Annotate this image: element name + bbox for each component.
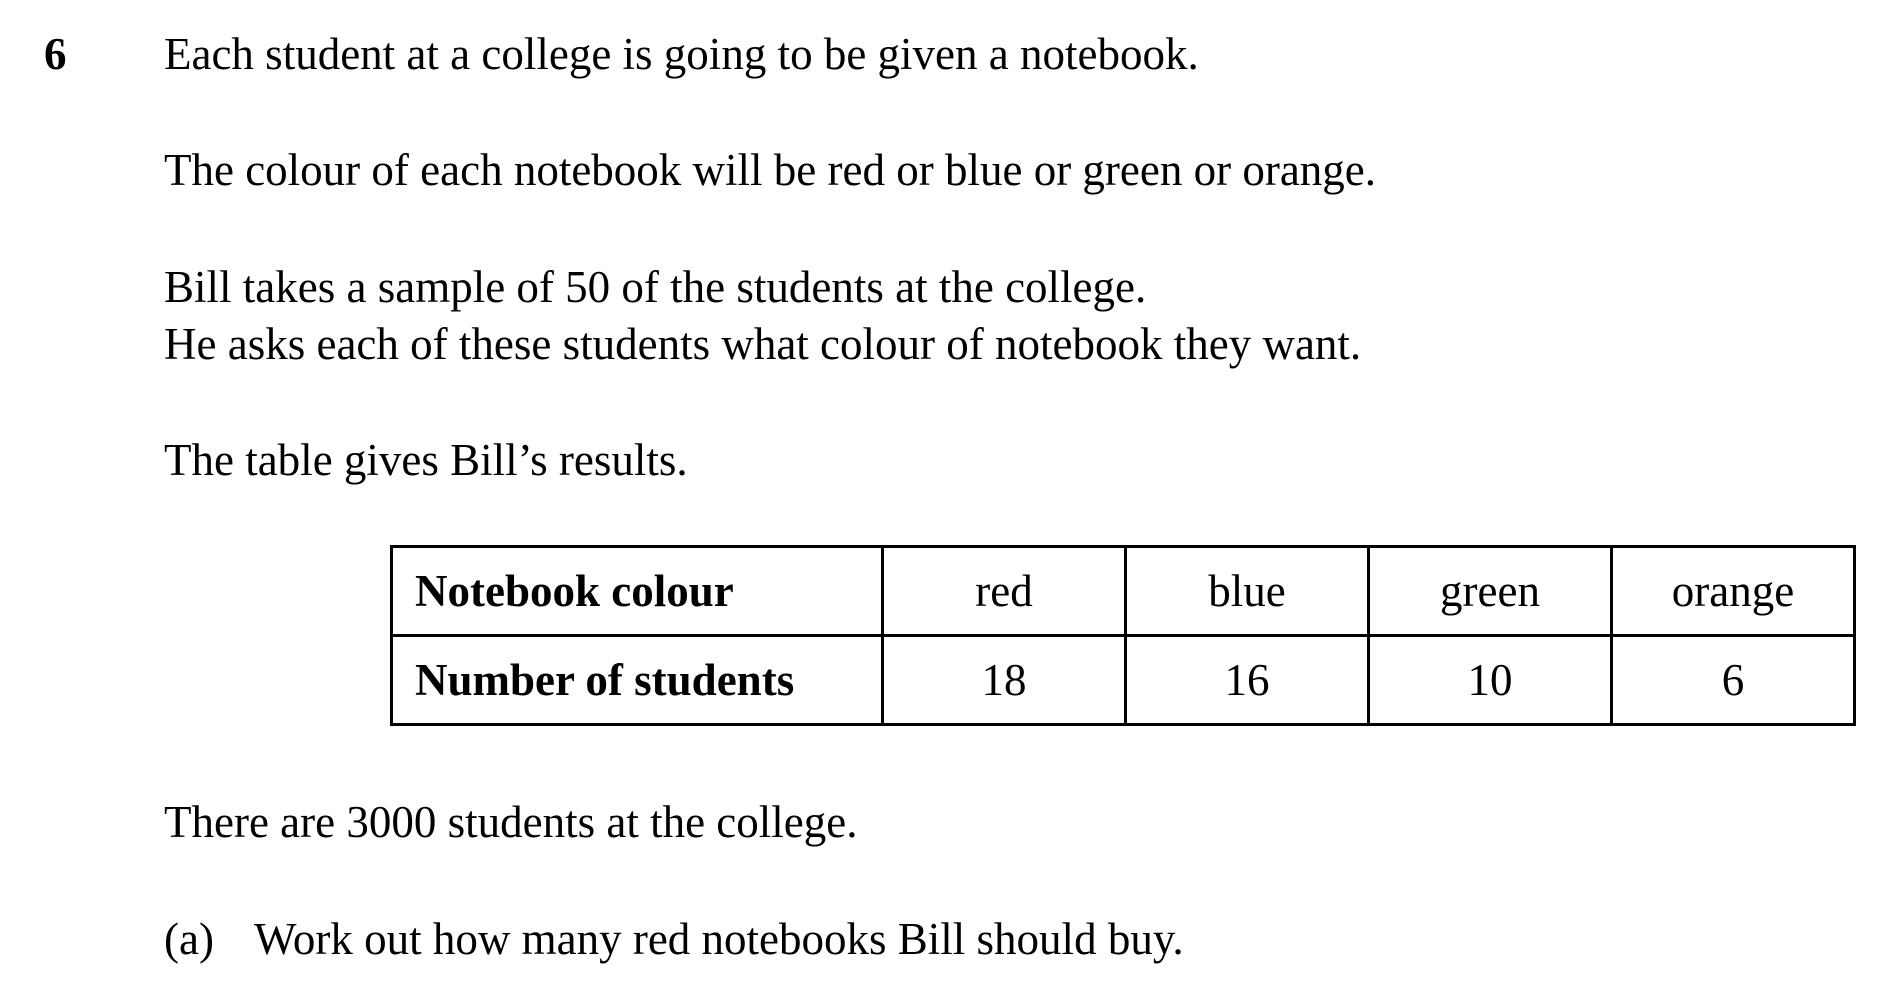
part-a-label: (a) [164,914,214,964]
question-text-line-3: Bill takes a sample of 50 of the students at the college. [164,262,1147,312]
part-a [164,911,1184,967]
question-text-line-4: He asks each of these students what colour of notebook they want. [164,319,1362,369]
part-a-text: Work out how many red notebooks Bill should buy. [254,914,1184,964]
results-table [390,545,1856,726]
row-header-colour: Notebook colour [392,547,883,636]
row-header-count: Number of students [392,636,883,725]
cell-colour-blue: blue [1126,547,1369,636]
question-text-line-2: The colour of each notebook will be red or blue or green or orange. [164,145,1377,195]
cell-count-green: 10 [1369,636,1612,725]
question-text-line-6: There are 3000 students at the college. [164,797,858,847]
question-text-line-1: Each student at a college is going to be given a notebook. [164,29,1199,79]
cell-colour-red: red [883,547,1126,636]
question-number: 6 [44,29,67,79]
question-text-line-5: The table gives Bill’s results. [164,435,688,485]
cell-count-blue: 16 [1126,636,1369,725]
cell-colour-orange: orange [1612,547,1855,636]
cell-count-orange: 6 [1612,636,1855,725]
table-row-counts [392,636,1855,725]
cell-colour-green: green [1369,547,1612,636]
table-row-colours [392,547,1855,636]
cell-count-red: 18 [883,636,1126,725]
